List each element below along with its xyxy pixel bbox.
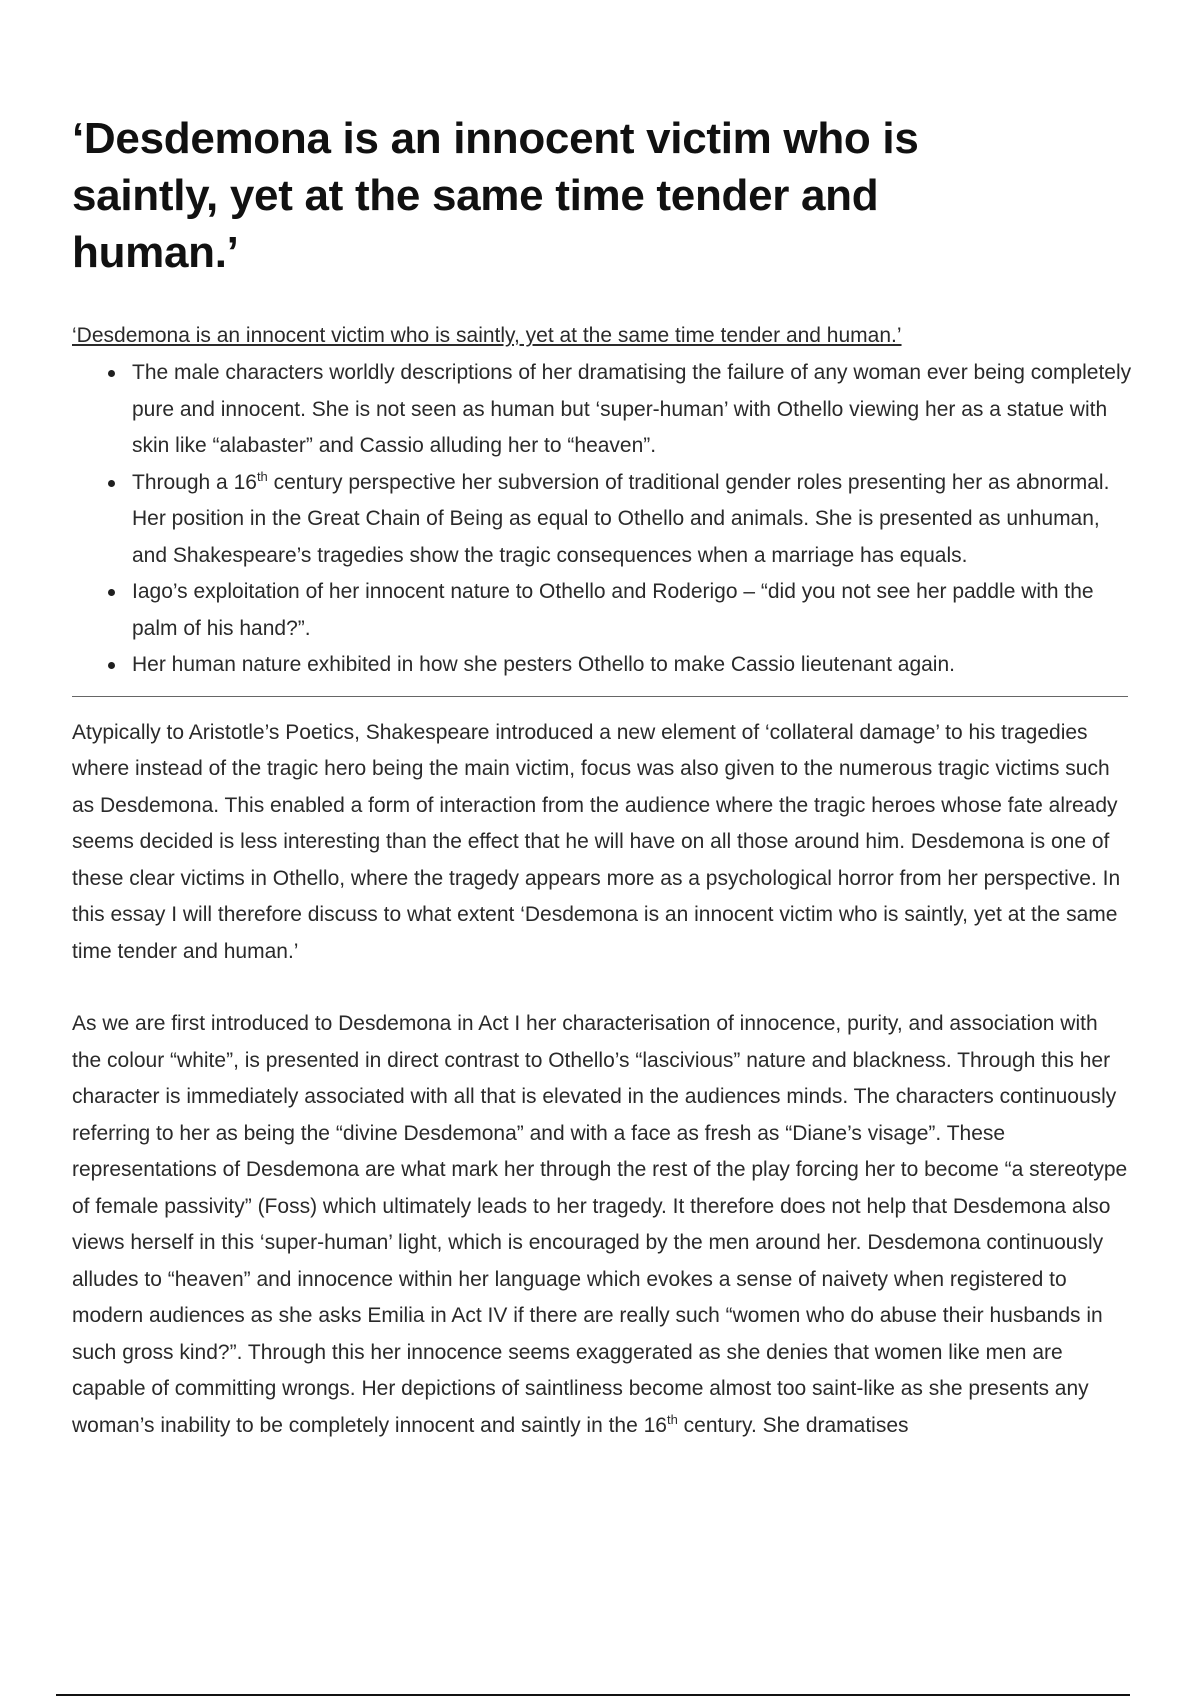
ordinal-suffix: th: [256, 468, 268, 484]
essay-subtitle: ‘Desdemona is an innocent victim who is saintly, yet at the same time tender and human.’: [72, 324, 902, 347]
paragraph-text: As we are first introduced to Desdemona in Act I her characterisation of innocence, purity, and association with the colour “white”, is presented in direct contrast to Othello’s “lascivious” nature and blackness. Through this her character is immediately associated with all that is elevated in the audiences minds. The characters continuously referring to her as being the “divine Desdemona” and with a face as fresh as “Diane’s visage”. These representations of Desdemona are what mark her through the rest of the play forcing her to become “a stereotype of female passivity” (Foss) which ultimately leads to her tragedy. It therefore does not help that Desdemona also views herself in this ‘super-human’ light, which is encouraged by the men around her. Desdemona continuously alludes to “heaven” and innocence within her language which evokes a sense of naivety when registered to modern audiences as she asks Emilia in Act IV if there are really such “women who do abuse their husbands in such gross kind?”. Through this her innocence seems exaggerated as she denies that women like men are capable of committing wrongs. Her depictions of saintliness become almost too saint-like as she presents any woman’s inability to be completely innocent and saintly in the 16: [72, 1012, 1128, 1437]
bullet-text: century perspective her subversion of traditional gender roles presenting her as abnormal. Her position in the Great Chain of Being as equal to Othello and animals. She is presented as unhuman, and Shakespeare’s tragedies show the tragic consequences when a marriage has equals.: [132, 470, 1110, 567]
section-divider: [72, 696, 1128, 697]
essay-title: ‘Desdemona is an innocent victim who is saintly, yet at the same time tender and human.’: [72, 114, 919, 277]
ordinal-suffix: th: [666, 1411, 678, 1427]
bullet-item: Her human nature exhibited in how she pesters Othello to make Cassio lieutenant again.: [132, 647, 1132, 684]
intro-paragraph: Atypically to Aristotle’s Poetics, Shakespeare introduced a new element of ‘collateral damage’ to his tragedies where instead of the tragic hero being the main victim, focus was also given to the numerous tragic victims such as Desdemona. This enabled a form of interaction from the audience where the tragic heroes whose fate already seems decided is less interesting than the effect that he will have on all those around him. Desdemona is one of these clear victims in Othello, where the tragedy appears more as a psychological horror from her perspective. In this essay I will therefore discuss to what extent ‘Desdemona is an innocent victim who is saintly, yet at the same time tender and human.’: [72, 720, 1121, 963]
document-page: [72, 110, 1132, 1444]
plan-bullet-list: [72, 355, 1132, 684]
bullet-item: [132, 465, 1132, 575]
body-paragraph: [72, 1006, 1132, 1444]
bullet-text: Through a 16: [132, 470, 257, 494]
page-bottom-rule: [56, 1694, 1130, 1696]
paragraph-text: century. She dramatises: [677, 1413, 909, 1437]
bullet-item: Iago’s exploitation of her innocent nature to Othello and Roderigo – “did you not see her paddle with the palm of his hand?”.: [132, 574, 1132, 647]
bullet-item: The male characters worldly descriptions of her dramatising the failure of any woman ever being completely pure and innocent. She is not seen as human but ‘super-human’ with Othello viewing her as a statue with skin like “alabaster” and Cassio alluding her to “heaven”.: [132, 355, 1132, 465]
